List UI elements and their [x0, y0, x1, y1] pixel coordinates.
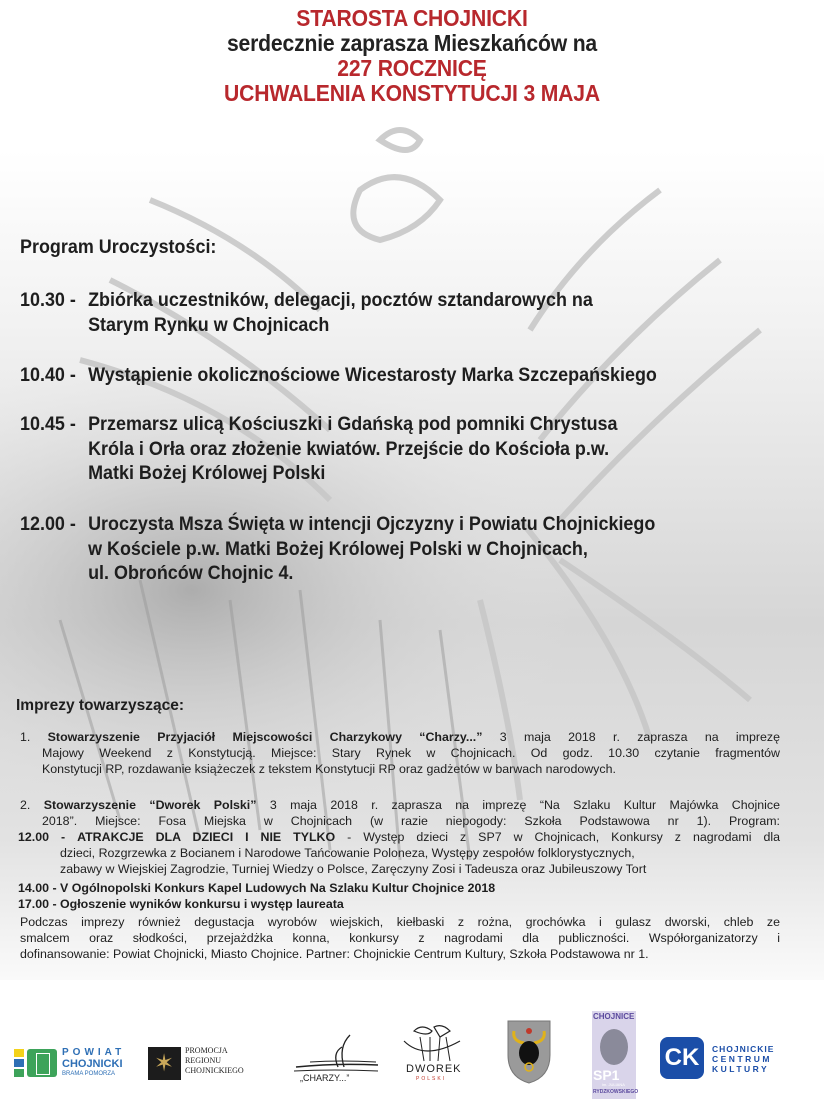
- schedule-desc: - Występ dzieci z SP7 w Chojnicach, Konkursy z nagrodami dla: [335, 830, 781, 844]
- event-footer: dofinansowanie: Powiat Chojnicki, Miasto Chojnice. Partner: Chojnickie Centrum Kultury, Szkoła Podstawowa nr 1.: [20, 947, 649, 961]
- coat-of-arms-icon: [506, 1019, 552, 1085]
- program-item: [20, 512, 655, 586]
- program-text: Przemarsz ulicą Kościuszki i Gdańską pod pomniki Chrystusa: [88, 413, 618, 435]
- logo-dworek-polski: DWOREK POLSKI: [400, 1023, 464, 1087]
- side-events-title: Imprezy towarzyszące:: [16, 697, 184, 714]
- header-starosta: STAROSTA CHOJNICKI: [296, 5, 528, 31]
- program-item: [20, 363, 657, 388]
- logo-chojnickie-centrum-kultury: CK CHOJNICKIE CENTRUM KULTURY: [660, 1037, 810, 1079]
- event-footer: Podczas imprezy również degustacja wyrobów wiejskich, kiełbaski z rożna, grochówka i gulasz dworski, chleb ze: [20, 915, 780, 929]
- schedule-time: 12.00 -: [18, 830, 66, 844]
- header-invite: serdecznie zaprasza Mieszkańców na: [226, 30, 598, 56]
- yellow-bar-icon: [14, 1049, 24, 1057]
- program-item: [20, 288, 593, 337]
- event-text: 2018”. Miejsce: Fosa Miejska w Chojnicach (w razie niepogody: Szkoła Podstawowa nr 1). Program:: [42, 814, 780, 828]
- program-item: [20, 412, 617, 486]
- logo-charzy: „CHARZY...”: [290, 1031, 382, 1087]
- program-time: 10.30 -: [20, 289, 76, 311]
- schedule-time: 14.00 -: [18, 881, 57, 895]
- program-text: Króla i Orła oraz złożenie kwiatów. Przejście do Kościoła p.w.: [88, 437, 610, 460]
- sponsor-logos: [0, 1005, 824, 1100]
- green-bar-icon: [14, 1069, 24, 1077]
- program-text: Zbiórka uczestników, delegacji, pocztów sztandarowych na: [88, 289, 593, 311]
- blue-bar-icon: [14, 1059, 24, 1067]
- event-number: 2.: [20, 798, 31, 812]
- program-text: ul. Obrońców Chojnic 4.: [88, 562, 294, 584]
- logo-promocja-regionu: ✶ PROMOCJA REGIONU CHOJNICKIEGO: [148, 1045, 268, 1081]
- program-time: 10.45 -: [20, 413, 76, 435]
- event-text: Majowy Weekend z Konstytucją. Miejsce: Stary Rynek w Chojnicach. Od godz. 10.30 czytanie fragmentów: [42, 746, 780, 760]
- event-text: Konstytucji RP, rozdawanie książeczek z tekstem Konstytucji RP oraz gadżetów w barwach narodowych.: [42, 762, 616, 776]
- schedule-title: Ogłoszenie wyników konkursu i występ laureata: [60, 897, 344, 911]
- schedule-desc: zabawy w Wiejskiej Zagrodzie, Turniej Wiedzy o Polsce, Zaręczyny Zosi i Tadeusza oraz Jubileuszowy Tort: [60, 862, 647, 876]
- program-time: 10.40 -: [20, 364, 76, 386]
- schedule-time: 17.00 -: [18, 897, 57, 911]
- side-event-2: [20, 797, 780, 962]
- logo-powiat-chojnicki: POWIAT CHOJNICKI BRAMA POMORZA: [14, 1045, 140, 1081]
- event-number: 1.: [20, 730, 31, 744]
- event-organizer: Stowarzyszenie Przyjaciół Miejscowości Charzykowy “Charzy...”: [47, 730, 483, 744]
- ck-mark-icon: CK: [660, 1037, 704, 1079]
- header-anniversary: 227 ROCZNICĘ: [337, 55, 487, 81]
- schedule-title: V Ogólnopolski Konkurs Kapel Ludowych Na Szlaku Kultur Chojnice 2018: [60, 881, 496, 895]
- event-text: 3 maja 2018 r. zaprasza na imprezę “Na Szlaku Kultur Majówka Chojnice: [256, 798, 780, 812]
- star-emblem-icon: ✶: [148, 1047, 181, 1080]
- event-organizer: Stowarzyszenie “Dworek Polski”: [43, 798, 257, 812]
- header-constitution: UCHWALENIA KONSTYTUCJI 3 MAJA: [224, 80, 600, 106]
- invitation-header: [0, 6, 824, 106]
- program-time: 12.00 -: [20, 513, 76, 535]
- program-text: Starym Rynku w Chojnicach: [88, 313, 330, 336]
- program-text: Uroczysta Msza Święta w intencji Ojczyzny i Powiatu Chojnickiego: [88, 513, 656, 535]
- dancing-couple-icon: [400, 1023, 464, 1063]
- schedule-desc: dzieci, Rozgrzewka z Bocianem i Narodowe Tańcowanie Poloneza, Występy zespołów folklorystycznych,: [60, 846, 635, 860]
- schedule-title: ATRAKCJE DLA DZIECI I NIE TYLKO: [77, 830, 336, 844]
- event-text: 3 maja 2018 r. zaprasza na imprezę: [482, 730, 780, 744]
- sailboat-icon: [290, 1031, 382, 1075]
- logo-sp1-chojnice: CHOJNICE SP1 im. JULIANA RYDZKOWSKIEGO: [592, 1011, 636, 1099]
- side-event-1: [20, 729, 780, 777]
- gate-tower-icon: [27, 1049, 57, 1077]
- event-footer: smalcem oraz słodkości, przejażdżka konna, konkursy z nagrodami dla publiczności. Współorganizatorzy i: [20, 931, 780, 945]
- program-title: Program Uroczystości:: [20, 236, 217, 258]
- portrait-image: [600, 1029, 628, 1065]
- program-text: Wystąpienie okolicznościowe Wicestarosty Marka Szczepańskiego: [88, 364, 657, 386]
- program-text: Matki Bożej Królowej Polski: [88, 462, 326, 484]
- program-text: w Kościele p.w. Matki Bożej Królowej Polski w Chojnicach,: [88, 537, 588, 560]
